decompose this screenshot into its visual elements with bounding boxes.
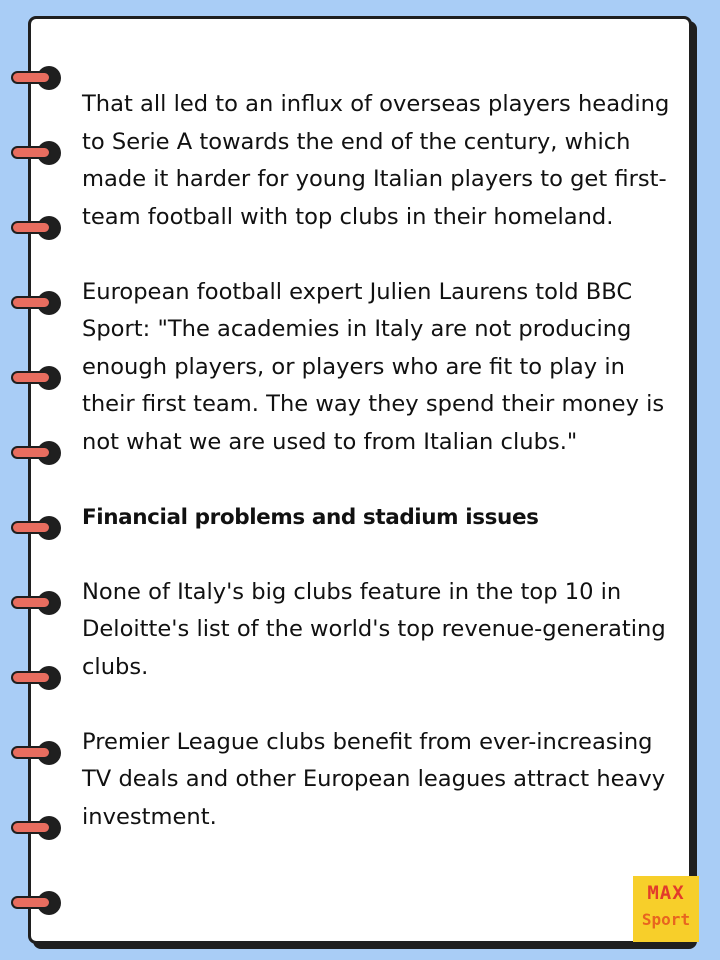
binder-ring xyxy=(11,140,69,166)
article-text xyxy=(82,86,682,874)
binder-ring xyxy=(11,665,69,691)
binder-ring xyxy=(11,440,69,466)
paragraph-influx: That all led to an influx of overseas players heading to Serie A towards the end of the century, which made it harder for young Italian players to get first-team football with top clubs in their homeland. xyxy=(82,91,670,230)
binder-ring xyxy=(11,65,69,91)
max-sport-logo xyxy=(633,876,699,942)
logo-line-2: Sport xyxy=(641,910,691,929)
binder-ring xyxy=(11,815,69,841)
binder-ring xyxy=(11,515,69,541)
binder-ring xyxy=(11,365,69,391)
logo-line-1: MAX xyxy=(647,882,685,904)
paragraph-laurens-quote: European football expert Julien Laurens told BBC Sport: "The academies in Italy are not producing enough players, or players who are fit to play in their first team. The way they spend their money is not what we are used to from Italian clubs." xyxy=(82,278,665,455)
paragraph-premier-league: Premier League clubs benefit from ever-increasing TV deals and other European leagues attract heavy investment. xyxy=(82,728,666,830)
binder-ring xyxy=(11,890,69,916)
binder-ring xyxy=(11,290,69,316)
binder-ring xyxy=(11,215,69,241)
section-heading: Financial problems and stadium issues xyxy=(82,504,539,530)
binder-ring xyxy=(11,740,69,766)
binder-ring xyxy=(11,590,69,616)
paragraph-deloitte: None of Italy's big clubs feature in the top 10 in Deloitte's list of the world's top revenue-generating clubs. xyxy=(82,578,666,680)
